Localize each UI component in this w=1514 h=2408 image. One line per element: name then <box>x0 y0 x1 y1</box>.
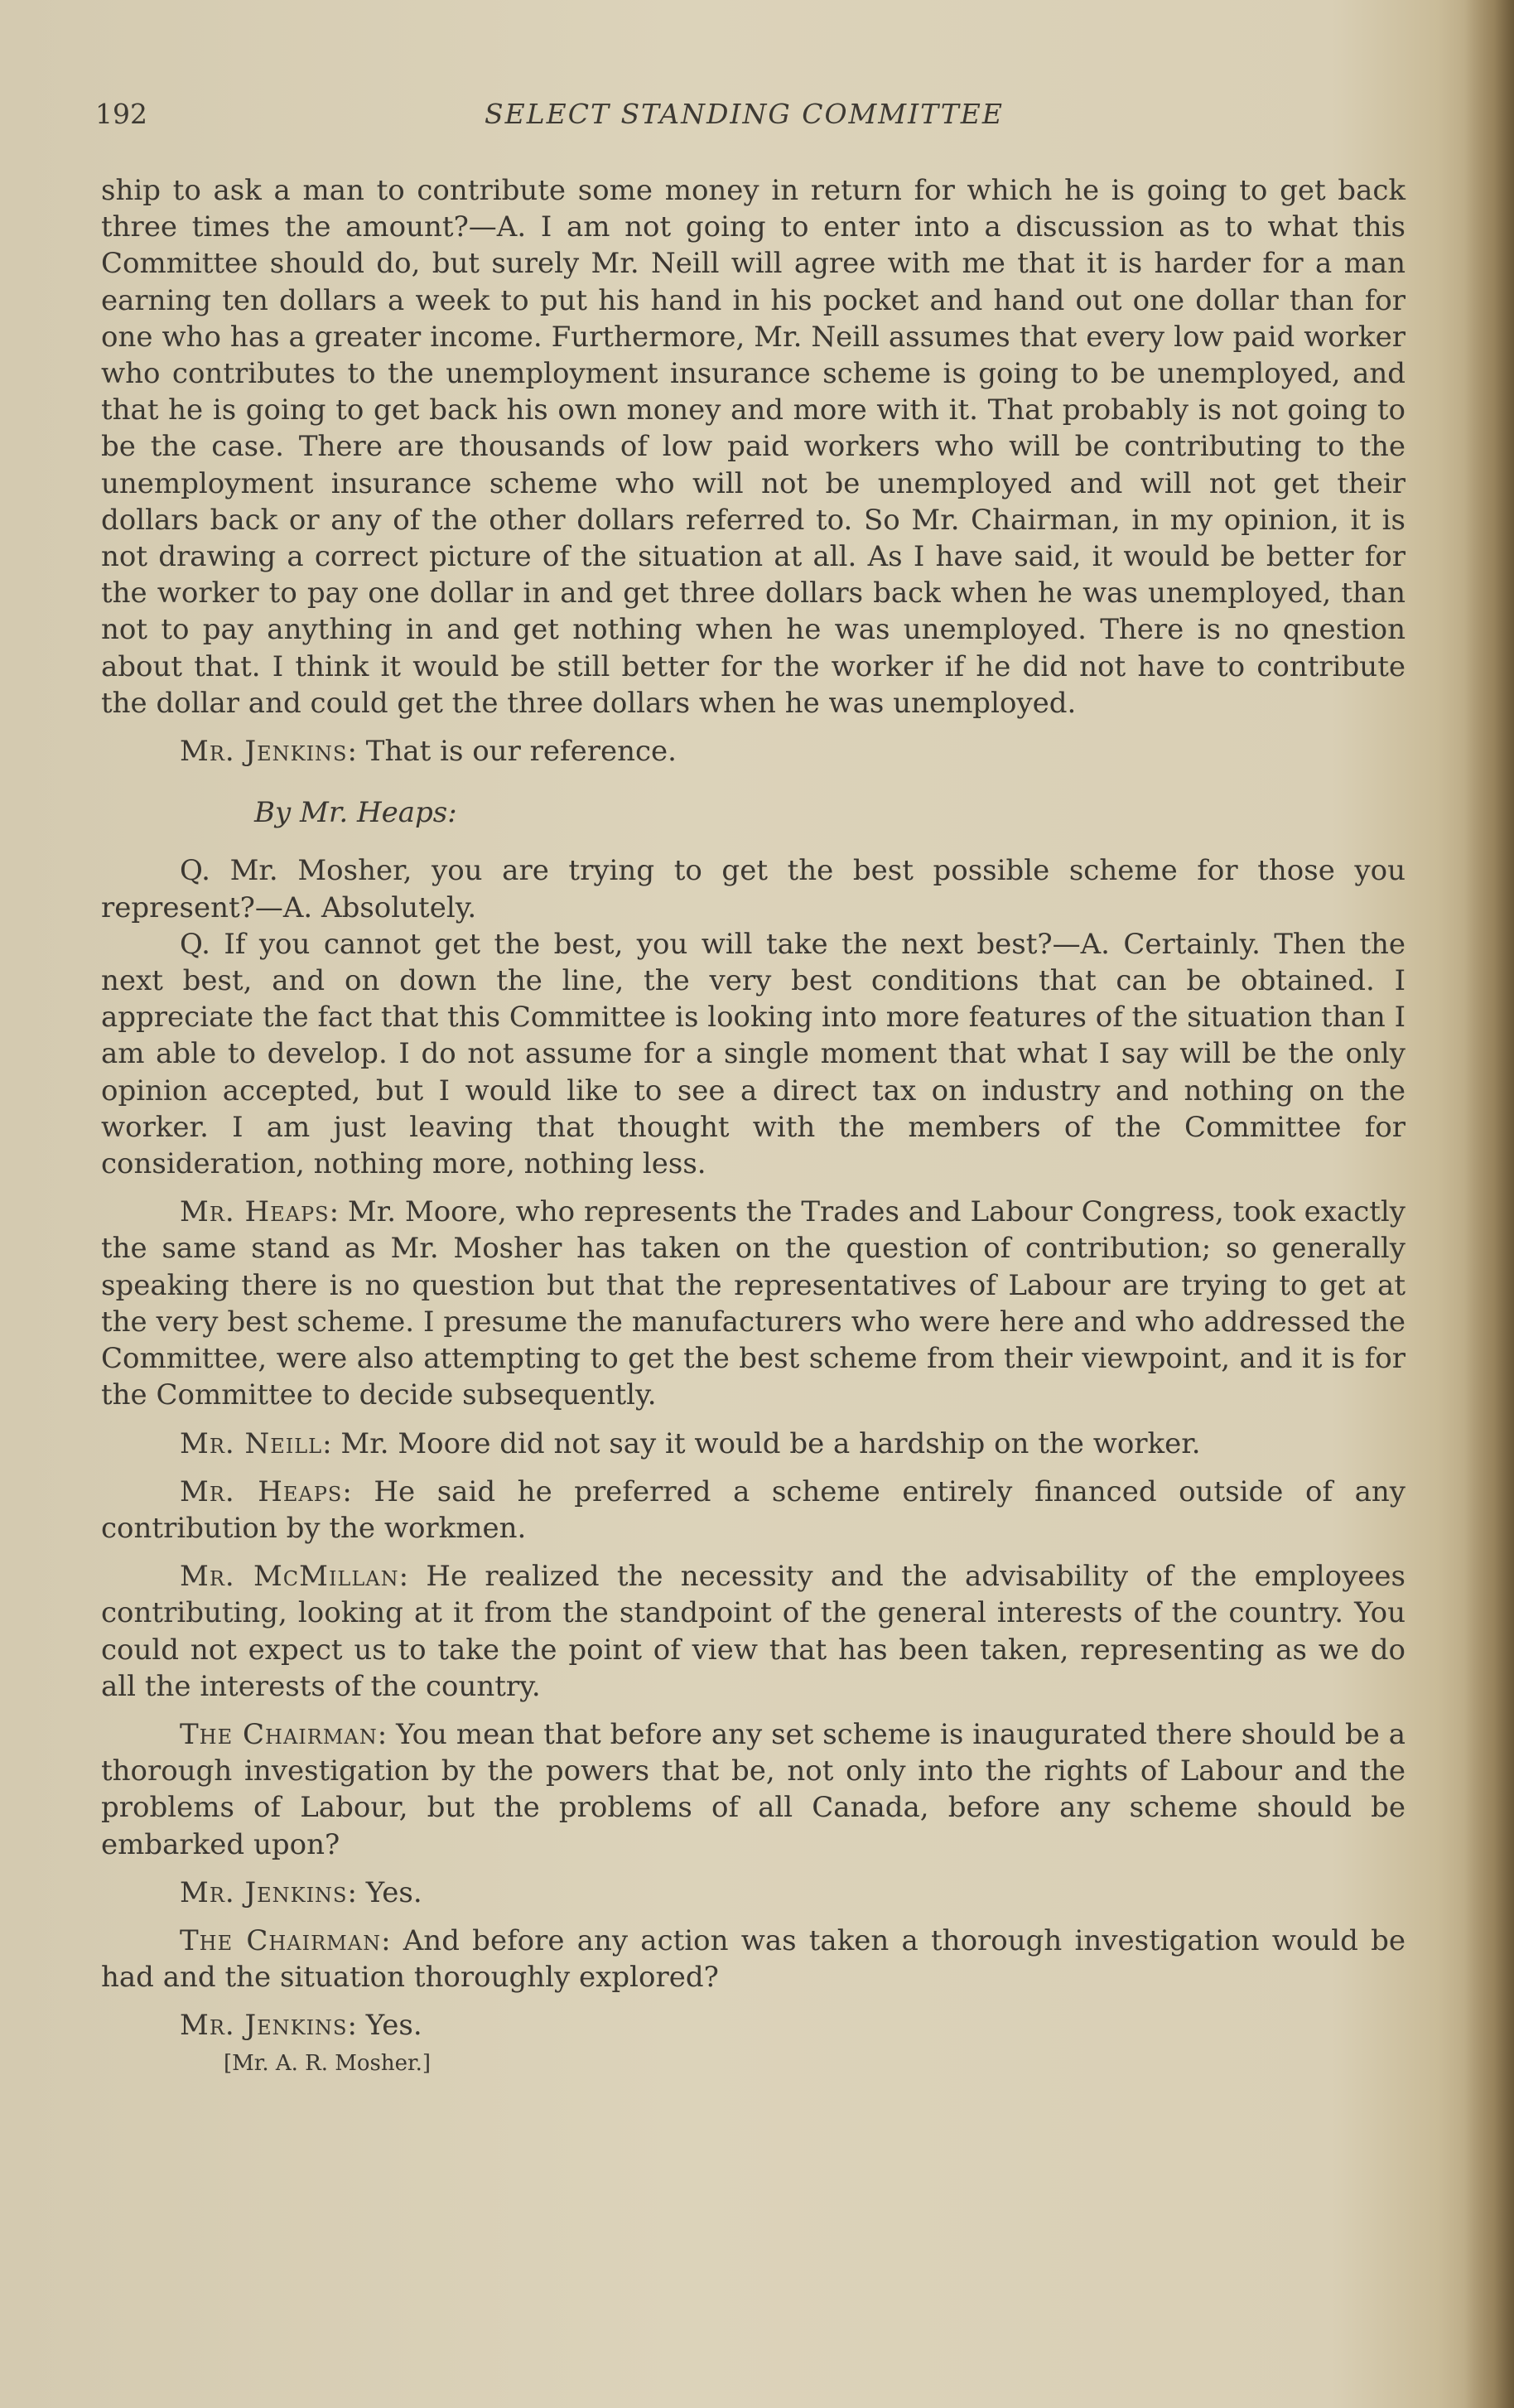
speech-text: And before any action was taken a thorough investigation would be had and the situation thoroughly explored? <box>101 1923 1406 1995</box>
speech-neill: Mr. Neill: Mr. Moore did not say it would be a hardship on the worker. <box>180 1426 1201 1460</box>
speech-text: He said he preferred a scheme entirely financed outside of any contribution by the workmen. <box>101 1474 1406 1545</box>
page-edge-shadow <box>1464 0 1514 2408</box>
page-header <box>95 98 1412 147</box>
paragraph-continuation: ship to ask a man to contribute some money in return for which he is going to get back three times the amount?—A. I am not going to enter into a discussion as to what this Committee should do, but surely Mr. Neill will agree with me that it is harder for a man earning ten dollars a week to put his hand in his pocket and hand out one dollar than for one who has a greater income. Furthermore, Mr. Neill assumes that every low paid worker who contributes to the unemployment insurance scheme is going to be unemployed, and that he is going to get back his own money and more with it. That probably is not going to be the case. There are thousands of low paid workers who will be contributing to the unemployment insurance scheme who will not be unemployed and will not get their dollars back or any of the other dollars referred to. So Mr. Chairman, in my opinion, it is not drawing a correct picture of the situation at all. As I have said, it would be better for the worker to pay one dollar in and get three dollars back when he was unemployed, than not to pay anything in and get nothing when he was unemployed. There is no qnestion about that. I think it would be still better for the worker if he did not have to contribute the dollar and could get the three dollars when he was unemployed. <box>101 174 1406 720</box>
speaker-name: The Chairman <box>180 1717 378 1751</box>
speech-jenkins-yes-1: Mr. Jenkins: Yes. <box>180 1875 422 1909</box>
speaker-name: Mr. Jenkins <box>180 2009 348 2043</box>
speaker-name: The Chairman <box>180 1923 382 1957</box>
witness-footnote: [Mr. A. R. Mosher.] <box>224 2050 432 2076</box>
speaker-name: Mr. Heaps <box>180 1474 343 1508</box>
speech-text: Yes. <box>365 2009 422 2043</box>
question-answer-2: Q. If you cannot get the best, you will take the next best?—A. Certainly. Then the next best, and on down the line, the very best conditions that can be obtained. I appreciate the fact that this Committee is looking into more features of the situation than I am able to develop. I do not assume for a single moment that what I say will be the only opinion accepted, but I would like to see a direct tax on industry and nothing on the worker. I am just leaving that thought with the members of the Committee for consideration, nothing more, nothing less. <box>101 927 1406 1181</box>
speaker-name: Mr. Jenkins <box>180 1875 348 1909</box>
speaker-name: Mr. Neill <box>180 1426 323 1460</box>
speech-heaps-moore: Mr. Heaps: Mr. Moore, who represents the Trades and Labour Congress, took exactly the same stand as Mr. Mosher has taken on the question of contribution; so generally speaking there is no question but that the representatives of Labour are trying to get at the very best scheme. I presume the manufacturers who were here and who addressed the Committee, were also attempting to get the best scheme from their viewpoint, and it is for the Committee to decide subsequently. <box>101 1195 1406 1412</box>
page-number: 192 <box>95 98 147 130</box>
speech-heaps-preferred: Mr. Heaps: He said he preferred a scheme entirely financed outside of any contribution by the workmen. <box>101 1474 1406 1545</box>
speaker-name: Mr. Jenkins <box>180 735 348 769</box>
speech-text: That is our reference. <box>365 735 677 769</box>
speech-chairman-2: The Chairman: And before any action was taken a thorough investigation would be had and the situation thoroughly explored? <box>101 1923 1406 1995</box>
speech-text: You mean that before any set scheme is inaugurated there should be a thorough investigation by the powers that be, not only into the rights of Labour and the problems of Labour, but the problems of all Canada, before any scheme should be embarked upon? <box>101 1717 1406 1861</box>
speech-text: Mr. Moore did not say it would be a hardship on the worker. <box>340 1426 1201 1460</box>
examiner-heading: By Mr. Heaps: <box>254 796 457 830</box>
speech-chairman-1: The Chairman: You mean that before any set scheme is inaugurated there should be a thorough investigation by the powers that be, not only into the rights of Labour and the problems of Labour, but the problems of all Canada, before any scheme should be embarked upon? <box>101 1717 1406 1861</box>
speaker-name: Mr. Heaps <box>180 1195 330 1229</box>
running-head: SELECT STANDING COMMITTEE <box>485 98 1004 130</box>
question-answer-1: Q. Mr. Mosher, you are trying to get the best possible scheme for those you represent?—A. Absolutely. <box>101 854 1406 924</box>
speech-text: Yes. <box>365 1875 422 1909</box>
speech-mcmillan: Mr. McMillan: He realized the necessity and the advisability of the employees contributing, looking at it from the standpoint of the general interests of the country. You could not expect us to take the point of view that has been taken, representing as we do all the interests of the country. <box>101 1560 1406 1703</box>
speech-text: He realized the necessity and the advisability of the employees contributing, looking at it from the standpoint of the general interests of the country. You could not expect us to take the point of view that has been taken, representing as we do all the interests of the country. <box>101 1560 1406 1703</box>
speech-jenkins-yes-2: Mr. Jenkins: Yes. <box>180 2009 422 2043</box>
speech-text: Mr. Moore, who represents the Trades and Labour Congress, took exactly the same stand as Mr. Mosher has taken on the question of contribution; so generally speaking there is no question but that the representatives of Labour are trying to get at the very best scheme. I presume the manufacturers who were here and who addressed the Committee, were also attempting to get the best scheme from their viewpoint, and it is for the Committee to decide subsequently. <box>101 1195 1406 1412</box>
page-body <box>101 172 1406 2077</box>
speaker-name: Mr. McMillan <box>180 1560 399 1594</box>
speech-jenkins-reference: Mr. Jenkins: That is our reference. <box>180 735 677 769</box>
